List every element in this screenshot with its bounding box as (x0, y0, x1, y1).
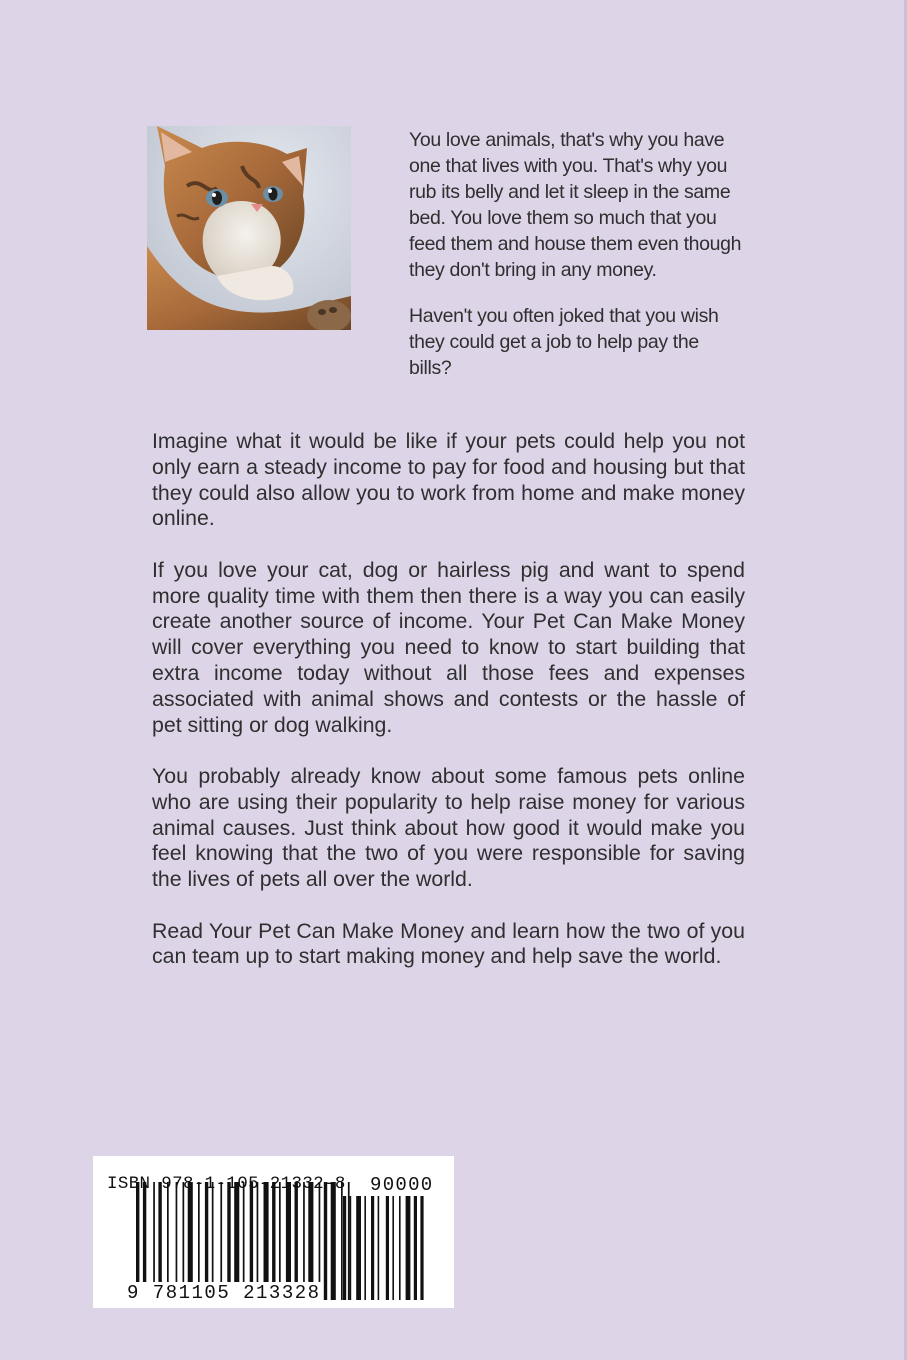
kitten-illustration (147, 126, 351, 330)
addon-bar (392, 1196, 394, 1300)
book-description (152, 429, 745, 996)
addon-bar (420, 1196, 423, 1300)
isbn-label: ISBN 978-1-105-21332-8 (107, 1174, 346, 1194)
isbn-barcode (93, 1156, 454, 1308)
barcode-number: 9 781105 213328 (127, 1282, 321, 1304)
barcode-bar (341, 1182, 343, 1300)
barcode-bar (324, 1182, 327, 1300)
intro-paragraph: Haven't you often joked that you wish they could get a job to help pay the bills? (409, 305, 719, 379)
addon-bar (364, 1196, 366, 1300)
addon-bar (414, 1196, 417, 1300)
description-paragraph: Read Your Pet Can Make Money and learn how the two of you can team up to start making money and help save the world. (152, 918, 745, 969)
barcode-bar (331, 1182, 336, 1300)
addon-bar (350, 1196, 352, 1300)
kitten-photo (147, 126, 351, 330)
addon-bar (343, 1196, 346, 1300)
addon-bar (378, 1196, 380, 1300)
addon-bar (356, 1196, 361, 1300)
description-paragraph: Imagine what it would be like if your pets could help you not only earn a steady income to pay for food and housing but that they could also allow you to work from home and make money online. (152, 429, 745, 531)
intro-text (409, 127, 744, 401)
description-paragraph: If you love your cat, dog or hairless pig and want to spend more quality time with them then there is a way you can easily create another source of income. Your Pet Can Make Money will cover everything you need to know to start building that extra income today without all those fees and expenses associated with animal shows and contests or the hassle of pet sitting or dog walking. (152, 557, 745, 737)
addon-bar (371, 1196, 374, 1300)
intro-paragraph: You love animals, that's why you have one that lives with you. That's why you rub its belly and let it sleep in the same bed. You love them so much that you feed them and house them even though they don't bring in any money. (409, 129, 742, 281)
barcode-bar (348, 1182, 350, 1300)
addon-bar (399, 1196, 401, 1300)
addon-bar (406, 1196, 411, 1300)
addon-bar (386, 1196, 389, 1300)
price-code: 90000 (370, 1174, 434, 1196)
description-paragraph: You probably already know about some famous pets online who are using their popularity to help raise money for various animal causes. Just think about how good it would make you feel knowing that the two of you were responsible for saving the lives of pets all over the world. (152, 763, 745, 892)
